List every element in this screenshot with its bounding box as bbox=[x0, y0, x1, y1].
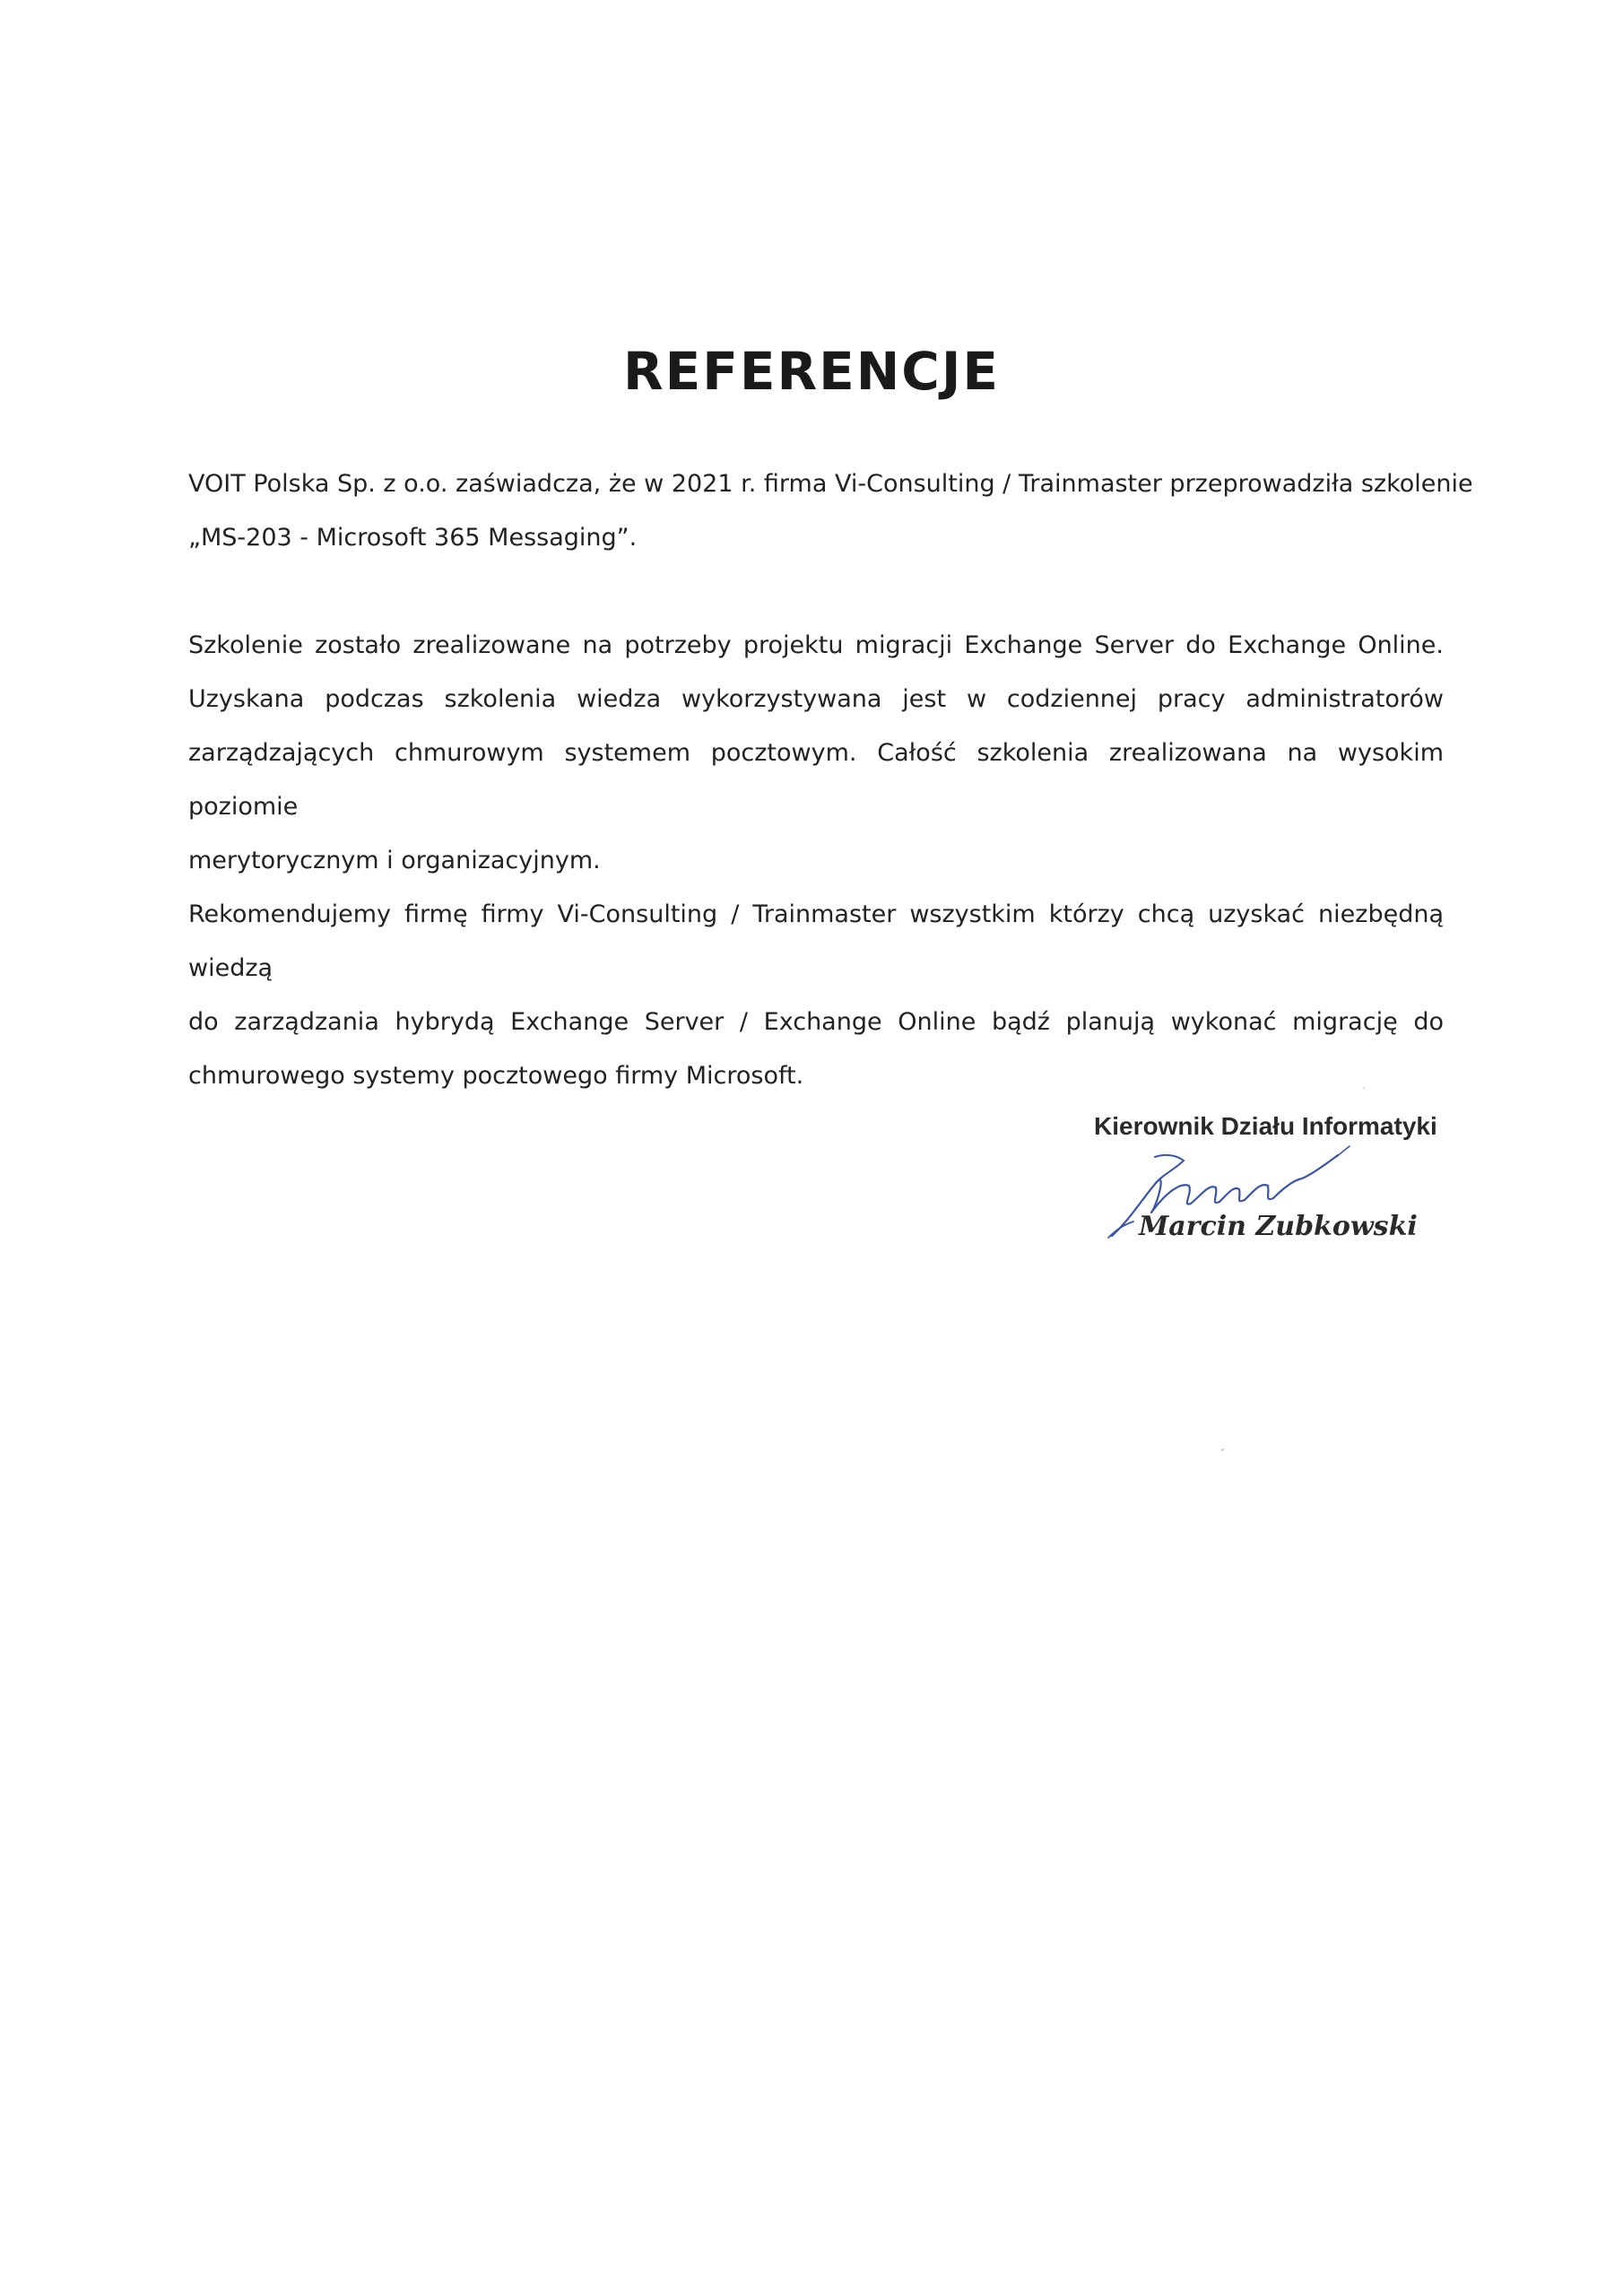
paragraph-recommendation bbox=[188, 888, 1444, 1103]
paragraph-line: zarządzających chmurowym systemem pocztowym. Całość szkolenia zrealizowana na wysokim poziomie bbox=[188, 739, 1444, 821]
paragraph-line: Uzyskana podczas szkolenia wiedza wykorzystywana jest w codziennej pracy administratorów bbox=[188, 685, 1444, 713]
paragraph-intro bbox=[188, 457, 1473, 565]
paragraph-line: Szkolenie zostało zrealizowane na potrzeby projektu migracji Exchange Server do Exchange Online. bbox=[188, 631, 1444, 659]
paragraph-line: VOIT Polska Sp. z o.o. zaświadcza, że w 2021 r. firma Vi-Consulting / Trainmaster przeprowadziła szkolenie bbox=[188, 470, 1473, 498]
paragraph-line: Rekomendujemy firmę firmy Vi-Consulting / Trainmaster wszystkim którzy chcą uzyskać niezbędną wiedzą bbox=[188, 900, 1444, 982]
signatory-role: Kierownik Działu Informatyki bbox=[1094, 1112, 1437, 1140]
signatory-name: Marcin Zubkowski bbox=[1139, 1211, 1418, 1242]
scan-speck bbox=[1221, 1448, 1224, 1451]
paragraph-line: do zarządzania hybrydą Exchange Server / Exchange Online bądź planują wykonać migrację do bbox=[188, 1008, 1444, 1036]
paragraph-line: merytorycznym i organizacyjnym. bbox=[188, 847, 601, 874]
paragraph-line: „MS-203 - Microsoft 365 Messaging”. bbox=[188, 524, 638, 552]
document-title: REFERENCJE bbox=[622, 341, 1001, 402]
paragraph-description bbox=[188, 619, 1444, 888]
signature-block bbox=[1094, 1112, 1471, 1274]
paragraph-line: chmurowego systemy pocztowego firmy Microsoft. bbox=[188, 1062, 804, 1090]
scan-speck bbox=[1363, 1087, 1365, 1089]
